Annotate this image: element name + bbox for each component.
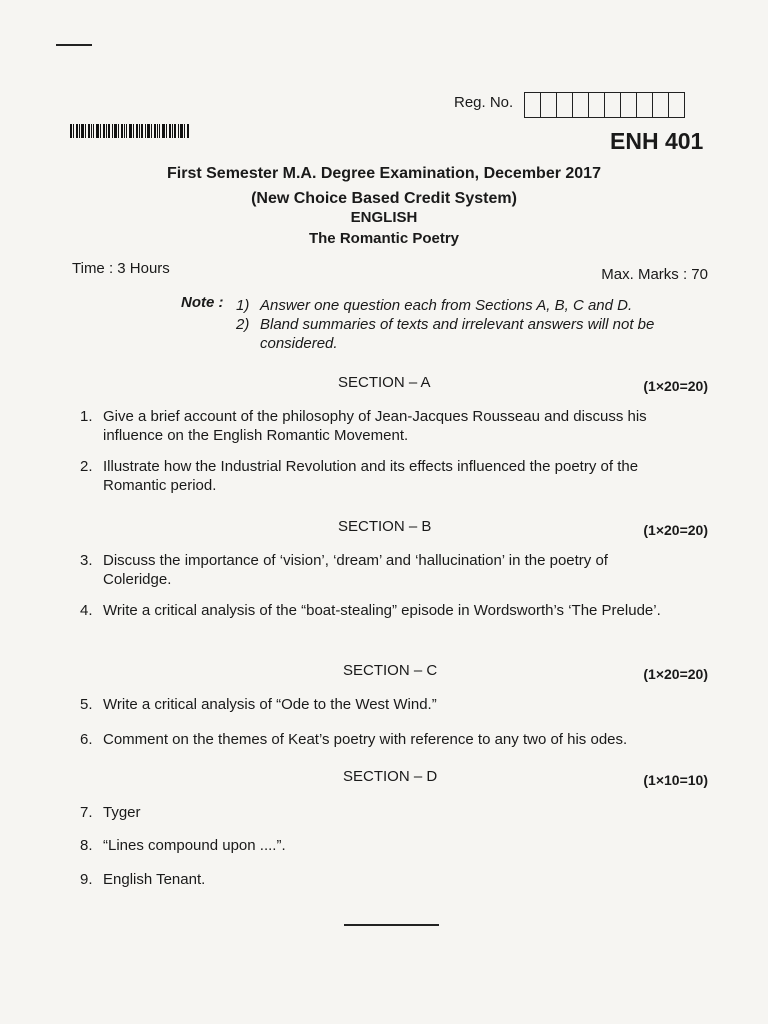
max-marks: Max. Marks : 70 xyxy=(601,266,708,283)
question-text: Tyger xyxy=(103,804,141,821)
exam-paper-title: The Romantic Poetry xyxy=(308,230,460,247)
question-5 xyxy=(80,695,680,714)
question-text: Write a critical analysis of “Ode to the West Wind.” xyxy=(103,696,437,713)
question-text: Write a critical analysis of the “boat-stealing” episode in Wordsworth’s ‘The Prelude’. xyxy=(103,602,661,619)
note-item xyxy=(236,315,676,353)
question-text: Illustrate how the Industrial Revolution and its effects influenced the poetry of the Romantic period. xyxy=(103,458,639,494)
question-6 xyxy=(80,730,680,749)
question-number: 2. xyxy=(80,458,93,475)
note-text: Answer one question each from Sections A, B, C and D. xyxy=(260,297,633,314)
question-1 xyxy=(80,407,680,445)
paper-code: ENH 401 xyxy=(610,128,704,154)
reg-box xyxy=(605,93,621,117)
barcode-icon xyxy=(70,124,190,138)
question-3 xyxy=(80,551,680,589)
note-number: 2) xyxy=(236,316,250,333)
reg-box xyxy=(573,93,589,117)
section-d-marks: (1×10=10) xyxy=(643,772,708,788)
section-c-heading: SECTION – C xyxy=(343,662,438,679)
question-number: 5. xyxy=(80,696,93,713)
reg-no-boxes xyxy=(524,92,685,118)
question-text: Comment on the themes of Keat’s poetry with reference to any two of his odes. xyxy=(103,731,628,748)
question-text: Give a brief account of the philosophy of Jean-Jacques Rousseau and discuss his influence on the English Romantic Movement. xyxy=(103,408,647,444)
question-number: 9. xyxy=(80,871,93,888)
section-d-heading: SECTION – D xyxy=(343,768,438,785)
reg-box xyxy=(637,93,653,117)
question-4 xyxy=(80,601,680,620)
question-number: 3. xyxy=(80,552,93,569)
section-c-marks: (1×20=20) xyxy=(643,666,708,682)
question-number: 8. xyxy=(80,837,93,854)
reg-box xyxy=(653,93,669,117)
reg-box xyxy=(541,93,557,117)
section-b-heading: SECTION – B xyxy=(338,518,432,535)
question-2 xyxy=(80,457,680,495)
question-number: 1. xyxy=(80,408,93,425)
exam-subject: ENGLISH xyxy=(350,209,418,226)
question-text: English Tenant. xyxy=(103,871,206,888)
time-allowed: Time : 3 Hours xyxy=(72,260,170,277)
section-a-heading: SECTION – A xyxy=(338,374,431,391)
reg-box xyxy=(589,93,605,117)
exam-system: (New Choice Based Credit System) xyxy=(251,190,517,207)
reg-box xyxy=(621,93,637,117)
reg-box xyxy=(669,93,684,117)
question-text: “Lines compound upon ....”. xyxy=(103,837,286,854)
reg-no-label: Reg. No. xyxy=(454,94,514,111)
section-a-marks: (1×20=20) xyxy=(643,378,708,394)
exam-title: First Semester M.A. Degree Examination, December 2017 xyxy=(167,165,601,182)
question-number: 7. xyxy=(80,804,93,821)
note-number: 1) xyxy=(236,297,250,314)
question-text: Discuss the importance of ‘vision’, ‘dream’ and ‘hallucination’ in the poetry of Coleridge. xyxy=(103,552,608,588)
section-b-marks: (1×20=20) xyxy=(643,522,708,538)
note-label: Note : xyxy=(181,294,224,311)
question-8 xyxy=(80,836,680,855)
note-item xyxy=(236,296,676,315)
question-number: 6. xyxy=(80,731,93,748)
reg-box xyxy=(525,93,541,117)
question-number: 4. xyxy=(80,602,93,619)
question-7 xyxy=(80,803,680,822)
reg-box xyxy=(557,93,573,117)
note-text: Bland summaries of texts and irrelevant answers will not be considered. xyxy=(260,316,655,352)
question-9 xyxy=(80,870,680,889)
end-line xyxy=(344,924,439,926)
top-dash xyxy=(56,44,92,46)
